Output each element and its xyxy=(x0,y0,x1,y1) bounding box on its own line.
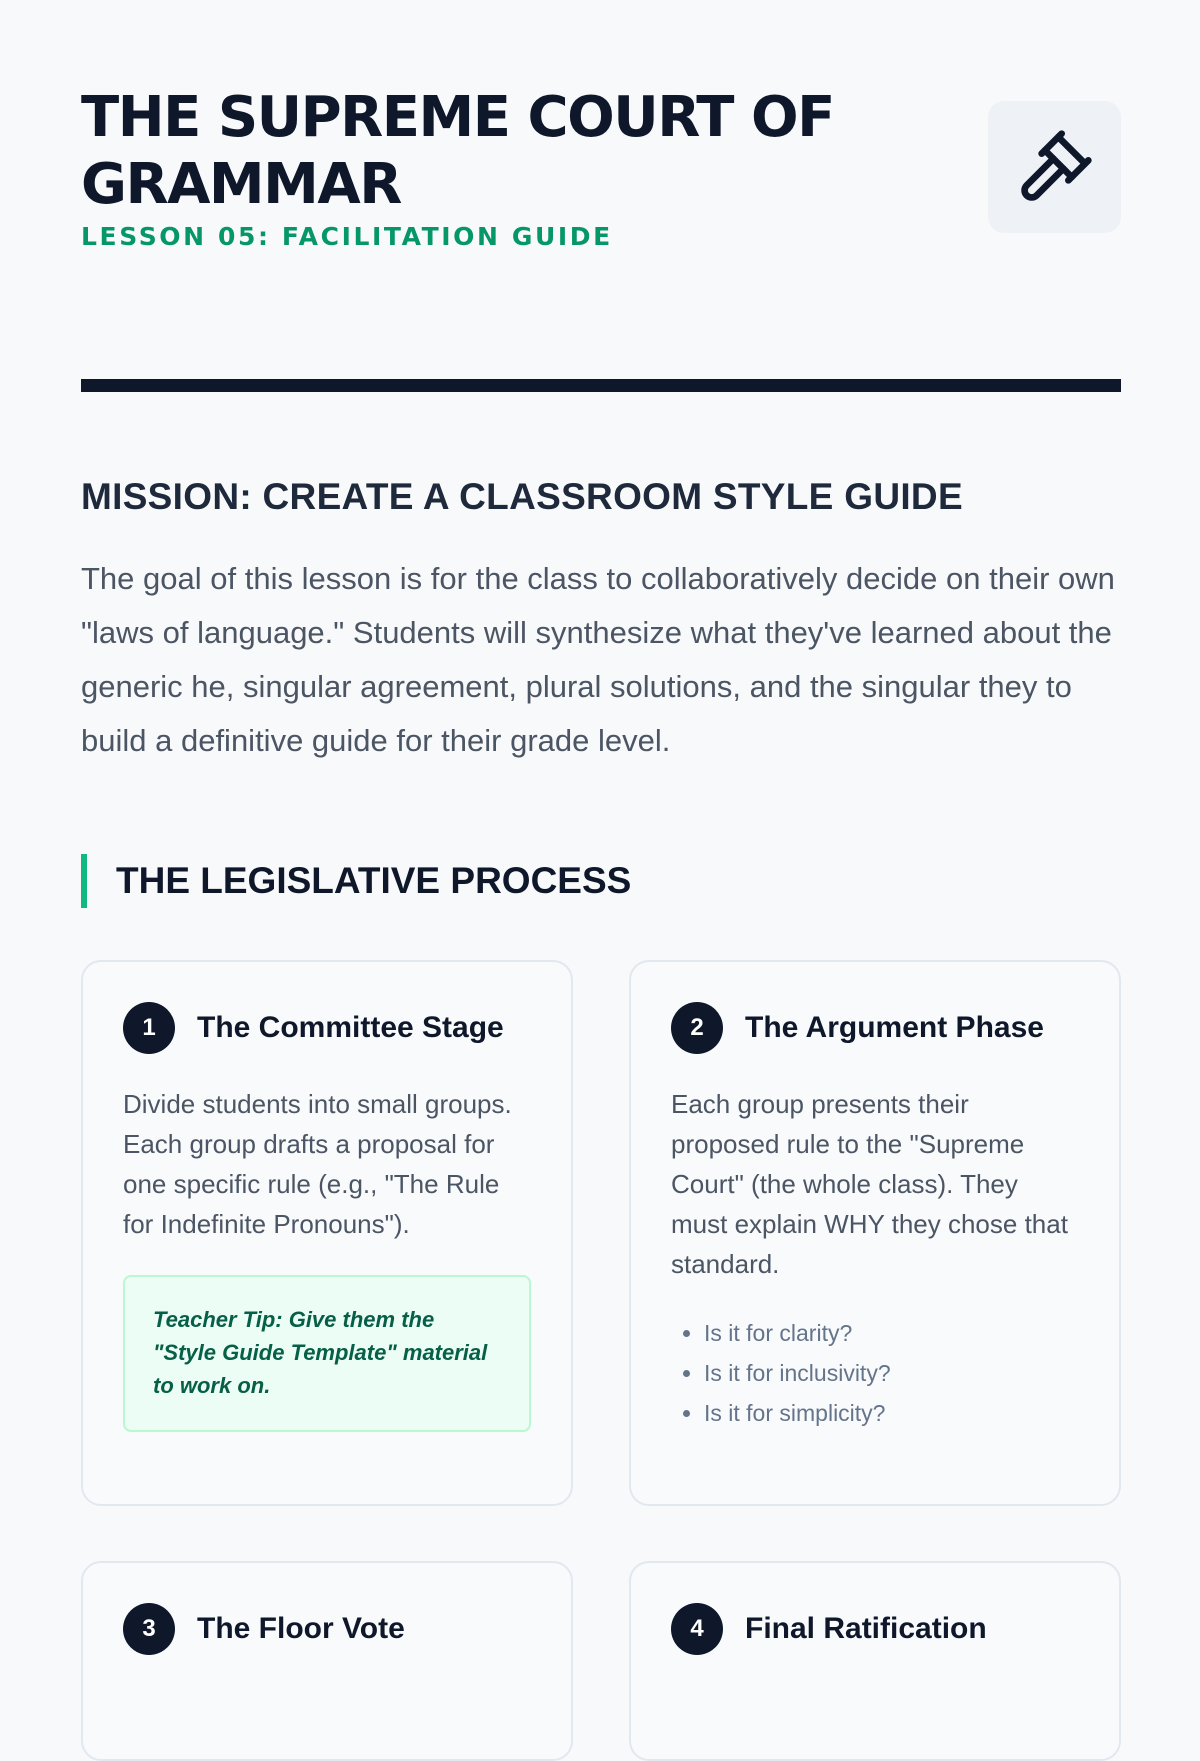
step-number: 2 xyxy=(671,1002,723,1054)
step-title: The Committee Stage xyxy=(197,1011,504,1044)
step-header xyxy=(671,1601,1079,1657)
gavel-icon-box xyxy=(988,101,1121,233)
step-title: The Floor Vote xyxy=(197,1612,405,1645)
mission-text: The goal of this lesson is for the class to collaboratively decide on their own "laws of language." Students will synthesize what they've learned about the generic he, singular agreement, plural solutions, and the singular they to build a definitive guide for their grade level. xyxy=(81,561,1115,758)
step-body: Divide students into small groups. Each group drafts a proposal for one specific rule (e.g., "The Rule for Indefinite Pronouns"). xyxy=(123,1089,512,1239)
steps-grid xyxy=(81,960,1121,1761)
page-subtitle: LESSON 05: FACILITATION GUIDE xyxy=(81,222,613,251)
step-title: Final Ratification xyxy=(745,1612,987,1645)
section-title: THE LEGISLATIVE PROCESS xyxy=(81,854,1121,908)
page-title: THE SUPREME COURT OF GRAMMAR xyxy=(81,85,834,217)
list-item: • Is it for clarity? xyxy=(704,1313,1079,1353)
step-card xyxy=(629,1561,1121,1761)
header-divider xyxy=(81,379,1121,392)
step-title: The Argument Phase xyxy=(745,1011,1044,1044)
step-card xyxy=(629,960,1121,1506)
step-number: 3 xyxy=(123,1603,175,1655)
step-header xyxy=(123,1601,531,1657)
step-number: 1 xyxy=(123,1002,175,1054)
mission-title: MISSION: CREATE A CLASSROOM STYLE GUIDE xyxy=(81,476,963,517)
step-body: Each group presents their proposed rule to the "Supreme Court" (the whole class). They must explain WHY they chose that standard. xyxy=(671,1089,1068,1279)
step-card xyxy=(81,1561,573,1761)
list-item: • Is it for inclusivity? xyxy=(704,1353,1079,1393)
page xyxy=(81,0,1121,1761)
list-item: • Is it for simplicity? xyxy=(704,1393,1079,1433)
question-list xyxy=(671,1313,1079,1433)
teacher-tip: Teacher Tip: Give them the "Style Guide Template" material to work on. xyxy=(123,1275,531,1432)
step-header xyxy=(123,1000,531,1056)
step-card xyxy=(81,960,573,1506)
step-number: 4 xyxy=(671,1603,723,1655)
header xyxy=(81,0,1121,302)
step-header xyxy=(671,1000,1079,1056)
gavel-icon xyxy=(1015,127,1095,207)
